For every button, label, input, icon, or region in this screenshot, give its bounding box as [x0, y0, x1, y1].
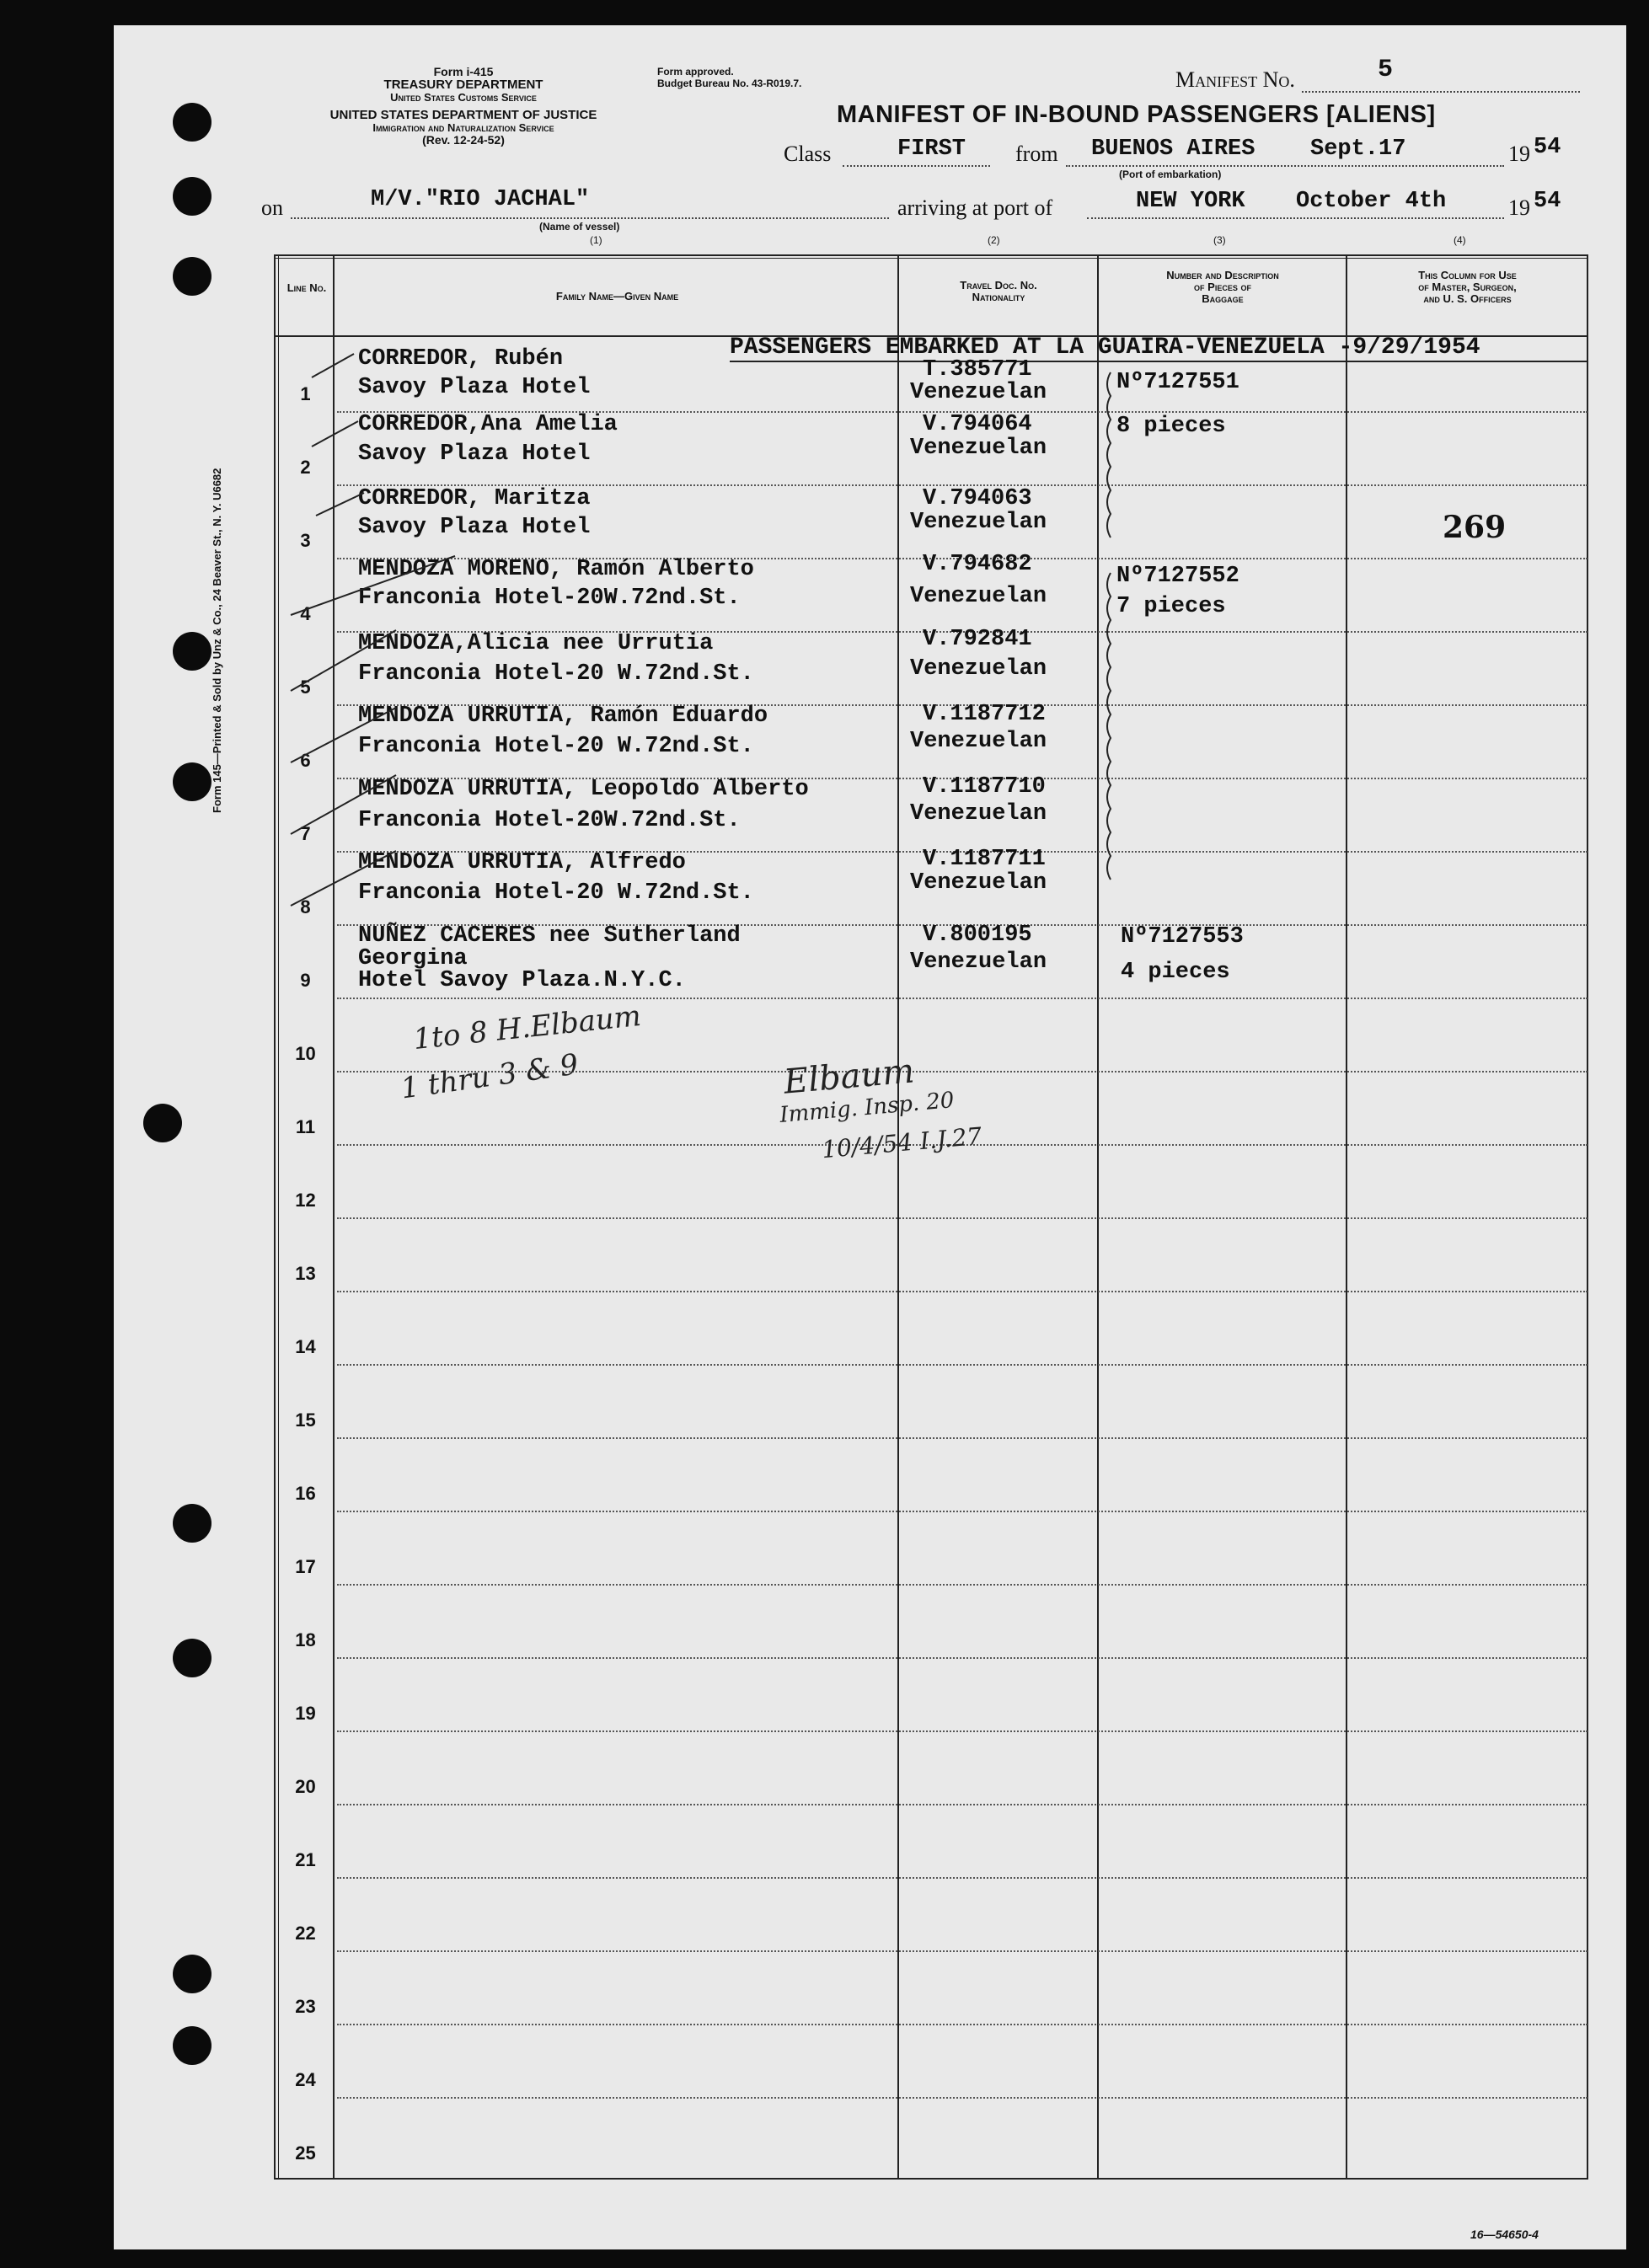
line-number: 7 — [300, 823, 311, 844]
baggage-count: 4 pieces — [1121, 960, 1230, 985]
passenger-name: CORREDOR, Rubén — [358, 346, 564, 372]
class-value: FIRST — [897, 136, 966, 162]
header-officers-line1: This Column for Use — [1418, 269, 1517, 281]
embarkation-date: Sept.17 — [1310, 136, 1406, 162]
line-number: 4 — [300, 603, 311, 624]
line-number: 18 — [295, 1629, 316, 1650]
line-number: 21 — [295, 1849, 316, 1870]
passenger-name: MENDOZA URRUTIA, Leopoldo Alberto — [358, 777, 809, 802]
officer-number: 269 — [1443, 510, 1507, 545]
arrival-port: NEW YORK — [1136, 189, 1245, 214]
line-number: 23 — [295, 1996, 316, 2017]
line-number: 16 — [295, 1483, 316, 1504]
nationality: Venezuelan — [910, 801, 1047, 826]
class-label: Class — [784, 142, 832, 166]
passenger-name: MENDOZA URRUTIA, Alfredo — [358, 850, 686, 875]
col-number-1: (1) — [590, 234, 602, 246]
header-travel-doc-line1: Travel Doc. No. — [960, 279, 1037, 292]
passenger-name: MENDOZA MORENO, Ramón Alberto — [358, 557, 754, 582]
handwritten-note-2: 1 thru 3 & 9 — [399, 1047, 581, 1106]
passenger-address: Franconia Hotel-20W.72nd.St. — [358, 808, 741, 833]
year-value: 54 — [1534, 135, 1561, 160]
baggage-brace — [1107, 372, 1111, 538]
arriving-label: arriving at port of — [897, 195, 1053, 220]
tick-mark — [316, 493, 364, 516]
manifest-no-value: 5 — [1378, 56, 1394, 84]
handwritten-inspector: Immig. Insp. 20 — [779, 1088, 956, 1128]
baggage-count: 8 pieces — [1116, 414, 1226, 439]
form-id: Form i-415 — [433, 65, 494, 78]
on-label: on — [261, 195, 283, 220]
header-baggage-line1: Number and Description — [1166, 269, 1279, 281]
nationality: Venezuelan — [910, 584, 1047, 609]
arrival-date: October 4th — [1296, 189, 1447, 214]
tick-mark — [291, 556, 455, 615]
line-number: 14 — [295, 1336, 316, 1357]
line-number: 15 — [295, 1409, 316, 1431]
nationality: Venezuelan — [910, 949, 1047, 975]
port-embarkation: BUENOS AIRES — [1091, 136, 1255, 162]
nationality: Venezuelan — [910, 870, 1047, 896]
passenger-address: Franconia Hotel-20 W.72nd.St. — [358, 661, 754, 687]
col-number-2: (2) — [988, 234, 1000, 246]
passenger-name: CORREDOR,Ana Amelia — [358, 412, 618, 437]
line-number: 17 — [295, 1556, 316, 1577]
handwritten-date: 10/4/54 I.J.27 — [820, 1121, 983, 1164]
passenger-given-name: Georgina — [358, 946, 468, 971]
line-number: 1 — [300, 383, 311, 404]
col-number-4: (4) — [1454, 234, 1466, 246]
col-number-3: (3) — [1213, 234, 1226, 246]
embark-note: PASSENGERS EMBARKED AT LA GUAIRA-VENEZUELA -9/29/1954 — [730, 334, 1480, 361]
travel-doc-no: V.794064 — [923, 412, 1032, 437]
travel-doc-no: V.800195 — [923, 923, 1032, 948]
nationality: Venezuelan — [910, 656, 1047, 682]
header-baggage-line3: Baggage — [1202, 292, 1244, 305]
port-embarkation-caption: (Port of embarkation) — [1119, 168, 1222, 180]
header-baggage-line2: of Pieces of — [1194, 281, 1251, 293]
ins-service: Immigration and Naturalization Service — [372, 121, 554, 134]
travel-doc-no: V.794682 — [923, 552, 1032, 577]
treasury-dept: TREASURY DEPARTMENT — [383, 78, 543, 92]
tick-mark — [312, 421, 358, 447]
vessel-name: M/V."RIO JACHAL" — [371, 187, 590, 212]
header-officers-line2: of Master, Surgeon, — [1418, 281, 1517, 293]
arrival-year-prefix: 19 — [1508, 195, 1530, 220]
manifest-title: MANIFEST OF IN-BOUND PASSENGERS [ALIENS] — [837, 101, 1436, 128]
tick-mark — [312, 354, 354, 377]
baggage-brace — [1107, 573, 1111, 880]
passenger-address: Savoy Plaza Hotel — [358, 515, 591, 540]
line-number: 3 — [300, 530, 311, 551]
handwritten-signature: Elbaum — [782, 1051, 916, 1102]
tick-mark — [291, 775, 396, 834]
line-number: 25 — [295, 2142, 316, 2164]
travel-doc-no: V.794063 — [923, 486, 1032, 511]
line-number: 8 — [300, 896, 311, 917]
nationality: Venezuelan — [910, 510, 1047, 535]
nationality: Venezuelan — [910, 729, 1047, 754]
footer-code: 16—54650-4 — [1470, 2228, 1539, 2241]
passenger-name: MENDOZA,Alicia nee Urrutia — [358, 631, 714, 656]
line-number: 12 — [295, 1190, 316, 1211]
printer-imprint: Form 145—Printed & Sold by Unz & Co., 24 Beaver St., N. Y. U6682 — [211, 468, 223, 813]
baggage-tag: Nº7127552 — [1116, 564, 1239, 589]
line-number: 22 — [295, 1923, 316, 1944]
line-number: 13 — [295, 1263, 316, 1284]
baggage-count: 7 pieces — [1116, 594, 1226, 619]
travel-doc-no: V.1187711 — [923, 847, 1046, 872]
line-number: 9 — [300, 970, 311, 991]
tick-mark — [291, 851, 396, 906]
passenger-address: Savoy Plaza Hotel — [358, 375, 591, 400]
passenger-address: Hotel Savoy Plaza.N.Y.C. — [358, 968, 686, 993]
line-number: 10 — [295, 1043, 316, 1064]
travel-doc-no: T.385771 — [923, 357, 1032, 382]
tick-mark — [291, 708, 396, 762]
line-number: 24 — [295, 2069, 316, 2090]
customs-service: United States Customs Service — [390, 91, 537, 104]
passenger-name: NUÑEZ CACERES nee Sutherland — [358, 923, 741, 949]
passenger-address: Franconia Hotel-20W.72nd.St. — [358, 586, 741, 611]
header-officers-line3: and U. S. Officers — [1423, 292, 1512, 305]
passenger-name: MENDOZA URRUTIA, Ramón Eduardo — [358, 703, 768, 729]
baggage-tag: Nº7127551 — [1116, 370, 1239, 395]
arrival-year-value: 54 — [1534, 189, 1561, 214]
travel-doc-no: V.1187712 — [923, 702, 1046, 727]
passenger-address: Franconia Hotel-20 W.72nd.St. — [358, 734, 754, 759]
budget-bureau: Budget Bureau No. 43-R019.7. — [657, 78, 802, 89]
passenger-name: CORREDOR, Maritza — [358, 486, 591, 511]
form-approved: Form approved. — [657, 66, 734, 78]
header-travel-doc-line2: Nationality — [972, 291, 1025, 303]
line-number: 2 — [300, 457, 311, 478]
tick-mark — [291, 630, 396, 691]
passenger-address: Franconia Hotel-20 W.72nd.St. — [358, 880, 754, 906]
justice-dept: UNITED STATES DEPARTMENT OF JUSTICE — [329, 108, 597, 122]
line-number: 6 — [300, 750, 311, 771]
line-number: 20 — [295, 1776, 316, 1797]
nationality: Venezuelan — [910, 380, 1047, 405]
nationality: Venezuelan — [910, 436, 1047, 461]
vessel-caption: (Name of vessel) — [539, 221, 620, 233]
travel-doc-no: V.1187710 — [923, 774, 1046, 800]
header-name: Family Name—Given Name — [555, 290, 679, 302]
baggage-tag: Nº7127553 — [1121, 924, 1244, 949]
line-number: 11 — [295, 1116, 316, 1137]
year-prefix: 19 — [1508, 142, 1530, 166]
handwritten-note-1: 1to 8 H.Elbaum — [411, 998, 643, 1057]
from-label: from — [1015, 142, 1058, 166]
line-number: 5 — [300, 677, 311, 698]
manifest-no-label: Manifest No. — [1175, 67, 1295, 92]
header-line-no: Line No. — [286, 281, 327, 294]
passenger-address: Savoy Plaza Hotel — [358, 441, 591, 467]
travel-doc-no: V.792841 — [923, 627, 1032, 652]
revision: (Rev. 12-24-52) — [422, 133, 505, 147]
line-number: 19 — [295, 1703, 316, 1724]
